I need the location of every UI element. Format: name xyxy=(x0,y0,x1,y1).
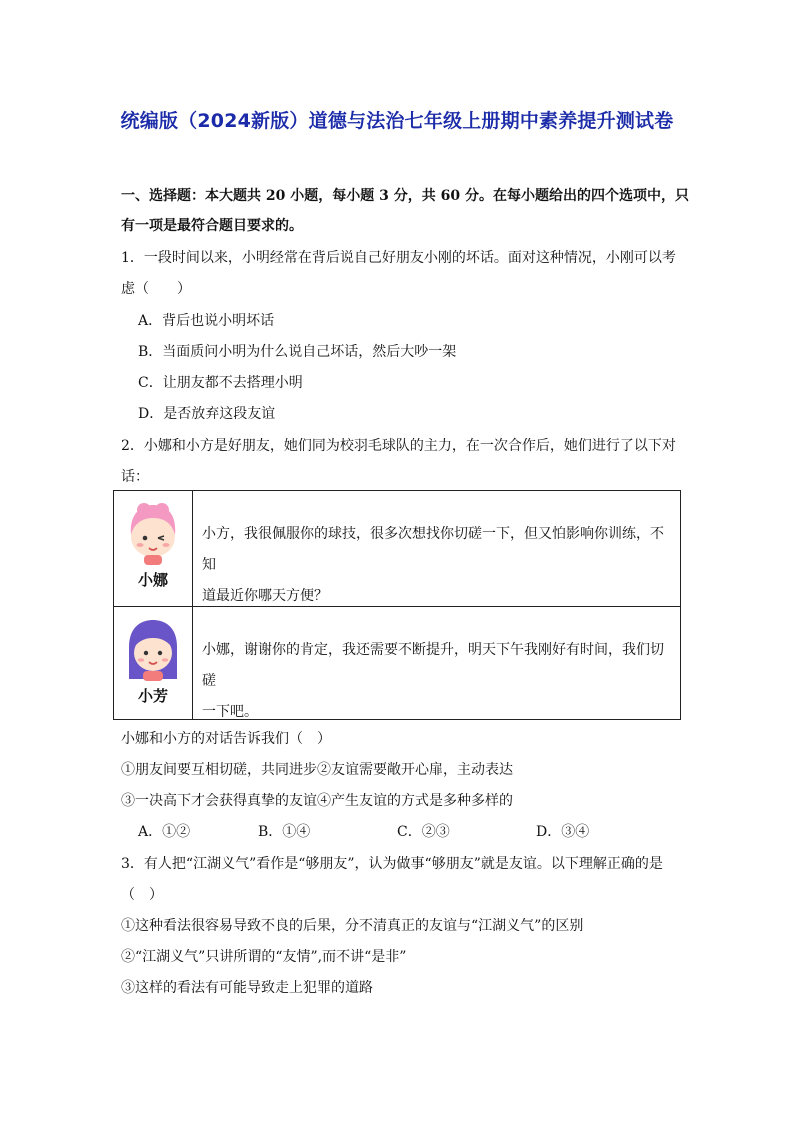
girl-avatar-pink-icon xyxy=(124,501,182,567)
page-title: 统编版（2024新版）道德与法治七年级上册期中素养提升测试卷 xyxy=(120,110,674,132)
q2-choice-b: B．①④ xyxy=(258,824,311,840)
q3-stem-line1: 3．有人把“江湖义气”看作是“够朋友”，认为做事“够朋友”就是友谊。以下理解正确的是 xyxy=(121,856,663,872)
section-heading-line1: 一、选择题：本大题共 20 小题，每小题 3 分，共 60 分。在每小题给出的四个选项中，只 xyxy=(121,188,689,204)
q1-option-b: B．当面质问小明为什么说自己坏话，然后大吵一架 xyxy=(138,344,457,360)
q2-choice-d: D．③④ xyxy=(536,824,590,840)
q1-option-d: D．是否放弃这段友谊 xyxy=(138,406,276,422)
q2-stem-line1: 2．小娜和小方是好朋友，她们同为校羽毛球队的主力，在一次合作后，她们进行了以下对 xyxy=(121,438,676,454)
q2-choice-c: C．②③ xyxy=(397,824,450,840)
q2-stem-line2: 话： xyxy=(121,469,149,485)
dialogue-table xyxy=(113,490,681,720)
q1-stem-line1: 1．一段时间以来，小明经常在背后说自己好朋友小刚的坏话。面对这种情况，小刚可以考 xyxy=(121,250,676,266)
q3-stem-line2: （ ） xyxy=(121,887,163,903)
dialogue-text-line1: 小方，我很佩服你的球技，很多次想找你切磋一下，但又怕影响你训练，不知 xyxy=(202,526,664,573)
avatar-cell xyxy=(114,491,193,606)
q3-statement-2: ②“江湖义气”只讲所谓的“友情”,而不讲“是非” xyxy=(121,949,407,965)
dialogue-text xyxy=(202,635,677,728)
q1-stem-line2: 虑（ ） xyxy=(121,281,191,297)
dialogue-text-line1: 小娜，谢谢你的肯定，我还需要不断提升，明天下午我刚好有时间，我们切磋 xyxy=(202,642,664,689)
q2-statements-line1: ①朋友间要互相切磋，共同进步②友谊需要敞开心扉，主动表达 xyxy=(121,762,513,778)
speaker-name: 小芳 xyxy=(137,687,168,705)
q2-prompt: 小娜和小方的对话告诉我们（ ） xyxy=(121,731,331,747)
dialogue-row xyxy=(114,491,680,607)
girl-avatar-purple-icon xyxy=(124,617,182,683)
q1-option-c: C．让朋友都不去搭理小明 xyxy=(138,375,303,391)
q1-option-a: A．背后也说小明坏话 xyxy=(138,313,275,329)
dialogue-text-line2: 一下吧。 xyxy=(202,704,258,720)
speaker-name: 小娜 xyxy=(137,571,168,589)
q2-choice-a: A．①② xyxy=(138,824,191,840)
q2-statements-line2: ③一决高下才会获得真挚的友谊④产生友谊的方式是多种多样的 xyxy=(121,793,513,809)
dialogue-text-line2: 道最近你哪天方便？ xyxy=(202,588,328,604)
q3-statement-3: ③这样的看法有可能导致走上犯罪的道路 xyxy=(121,980,373,996)
dialogue-row xyxy=(114,607,680,720)
q3-statement-1: ①这种看法很容易导致不良的后果，分不清真正的友谊与“江湖义气”的区别 xyxy=(121,918,584,934)
section-heading-line2: 有一项是最符合题目要求的。 xyxy=(121,218,303,234)
avatar-cell xyxy=(114,607,193,720)
dialogue-text xyxy=(202,519,677,612)
